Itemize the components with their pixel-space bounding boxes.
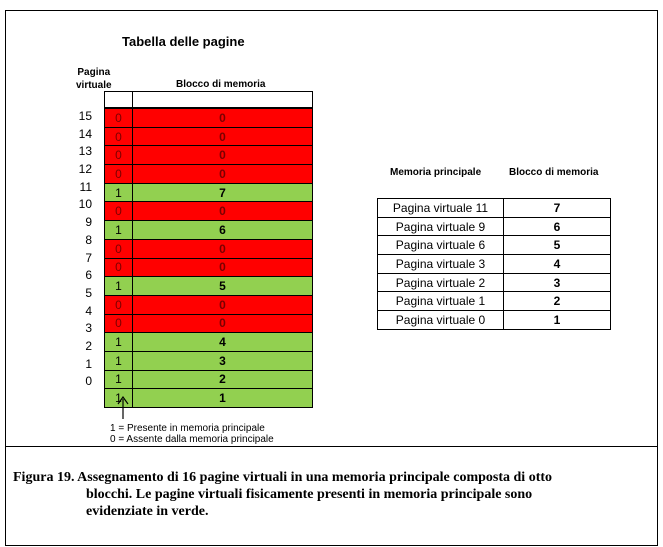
page-table-row bbox=[105, 183, 313, 202]
caption-line1: Figura 19. Assegnamento di 16 pagine virtuali in una memoria principale composta di otto bbox=[13, 470, 553, 485]
page-table-row bbox=[105, 221, 313, 240]
main-memory-page: Pagina virtuale 6 bbox=[378, 236, 504, 255]
main-memory-block-header: Blocco di memoria bbox=[509, 167, 599, 178]
virtual-page-number: 6 bbox=[85, 268, 92, 283]
virtual-page-number: 8 bbox=[85, 232, 92, 247]
memory-block: 0 bbox=[133, 202, 313, 221]
page-table bbox=[104, 108, 313, 408]
page-table-header-box bbox=[104, 91, 313, 108]
memory-block: 4 bbox=[133, 333, 313, 352]
blocco-header: Blocco di memoria bbox=[176, 79, 266, 90]
main-memory-header: Memoria principale bbox=[390, 167, 482, 178]
figure-caption bbox=[13, 469, 633, 520]
header-top-line bbox=[104, 91, 313, 92]
main-memory-page: Pagina virtuale 3 bbox=[378, 255, 504, 274]
page-table-row bbox=[105, 109, 313, 128]
caption-line2: blocchi. Le pagine virtuali fisicamente presenti in memoria principale sono bbox=[86, 487, 533, 502]
main-memory-row bbox=[378, 236, 611, 255]
page-table-row bbox=[105, 202, 313, 221]
page-table-row bbox=[105, 165, 313, 184]
virtual-page-number: 9 bbox=[85, 215, 92, 230]
main-memory-block: 1 bbox=[504, 311, 611, 330]
main-memory-block: 2 bbox=[504, 292, 611, 311]
page-table-row bbox=[105, 314, 313, 333]
pagina-header-line1: Pagina bbox=[77, 67, 111, 78]
presence-bit: 0 bbox=[105, 314, 133, 333]
presence-bit: 0 bbox=[105, 109, 133, 128]
presence-bit: 0 bbox=[105, 295, 133, 314]
virtual-page-number: 5 bbox=[85, 285, 92, 300]
presence-bit: 0 bbox=[105, 146, 133, 165]
virtual-page-number: 3 bbox=[85, 321, 92, 336]
virtual-page-number: 14 bbox=[78, 126, 92, 141]
main-memory-row bbox=[378, 311, 611, 330]
legend-present: 1 = Presente in memoria principale bbox=[110, 423, 265, 434]
presence-bit: 1 bbox=[105, 183, 133, 202]
page-table-row bbox=[105, 389, 313, 408]
memory-block: 0 bbox=[133, 146, 313, 165]
virtual-page-number: 13 bbox=[78, 144, 92, 159]
main-memory-block: 3 bbox=[504, 273, 611, 292]
page-table-row bbox=[105, 333, 313, 352]
page-table-row bbox=[105, 277, 313, 296]
page-table-row bbox=[105, 146, 313, 165]
presence-bit: 0 bbox=[105, 165, 133, 184]
pagina-virtuale-header bbox=[76, 66, 112, 92]
caption-divider bbox=[5, 446, 658, 447]
arrow-up-icon bbox=[115, 396, 131, 420]
main-memory-table bbox=[377, 198, 611, 330]
virtual-page-number: 0 bbox=[85, 374, 92, 389]
memory-block: 1 bbox=[133, 389, 313, 408]
presence-bit: 0 bbox=[105, 127, 133, 146]
memory-block: 7 bbox=[133, 183, 313, 202]
main-memory-block: 7 bbox=[504, 199, 611, 218]
page-table-row bbox=[105, 351, 313, 370]
memory-block: 0 bbox=[133, 314, 313, 333]
presence-bit: 1 bbox=[105, 370, 133, 389]
presence-bit: 0 bbox=[105, 202, 133, 221]
presence-bit: 1 bbox=[105, 389, 133, 408]
virtual-page-number: 11 bbox=[79, 179, 92, 194]
presence-bit: 1 bbox=[105, 221, 133, 240]
main-memory-row bbox=[378, 255, 611, 274]
caption-line3: evidenziate in verde. bbox=[86, 504, 209, 519]
main-memory-page: Pagina virtuale 1 bbox=[378, 292, 504, 311]
virtual-page-number: 1 bbox=[85, 356, 92, 371]
virtual-page-number: 2 bbox=[85, 338, 92, 353]
presence-bit: 0 bbox=[105, 258, 133, 277]
virtual-page-number: 4 bbox=[85, 303, 92, 318]
memory-block: 0 bbox=[133, 295, 313, 314]
main-memory-page: Pagina virtuale 0 bbox=[378, 311, 504, 330]
virtual-page-number: 10 bbox=[78, 197, 92, 212]
main-memory-row bbox=[378, 292, 611, 311]
main-memory-block: 4 bbox=[504, 255, 611, 274]
main-memory-page: Pagina virtuale 11 bbox=[378, 199, 504, 218]
main-memory-page: Pagina virtuale 2 bbox=[378, 273, 504, 292]
main-memory-row bbox=[378, 217, 611, 236]
presence-bit: 1 bbox=[105, 277, 133, 296]
virtual-page-number: 12 bbox=[78, 162, 92, 177]
memory-block: 0 bbox=[133, 127, 313, 146]
page-table-row bbox=[105, 258, 313, 277]
virtual-page-number: 15 bbox=[78, 109, 92, 123]
presence-bit: 1 bbox=[105, 351, 133, 370]
legend bbox=[110, 423, 274, 445]
memory-block: 2 bbox=[133, 370, 313, 389]
page-table-row bbox=[105, 370, 313, 389]
page-table-title: Tabella delle pagine bbox=[122, 34, 245, 49]
memory-block: 3 bbox=[133, 351, 313, 370]
header-split bbox=[132, 91, 133, 107]
page-table-row bbox=[105, 127, 313, 146]
legend-absent: 0 = Assente dalla memoria principale bbox=[110, 434, 274, 445]
memory-block: 0 bbox=[133, 109, 313, 128]
main-memory-block: 6 bbox=[504, 217, 611, 236]
main-memory-page: Pagina virtuale 9 bbox=[378, 217, 504, 236]
memory-block: 0 bbox=[133, 165, 313, 184]
virtual-page-numbers bbox=[66, 108, 92, 391]
virtual-page-number: 7 bbox=[85, 250, 92, 265]
page-table-row bbox=[105, 295, 313, 314]
main-memory-row bbox=[378, 273, 611, 292]
main-memory-block: 5 bbox=[504, 236, 611, 255]
presence-bit: 0 bbox=[105, 239, 133, 258]
memory-block: 5 bbox=[133, 277, 313, 296]
presence-bit: 1 bbox=[105, 333, 133, 352]
memory-block: 0 bbox=[133, 258, 313, 277]
memory-block: 6 bbox=[133, 221, 313, 240]
page-table-row bbox=[105, 239, 313, 258]
main-memory-row bbox=[378, 199, 611, 218]
pagina-header-line2: virtuale bbox=[76, 80, 112, 91]
memory-block: 0 bbox=[133, 239, 313, 258]
